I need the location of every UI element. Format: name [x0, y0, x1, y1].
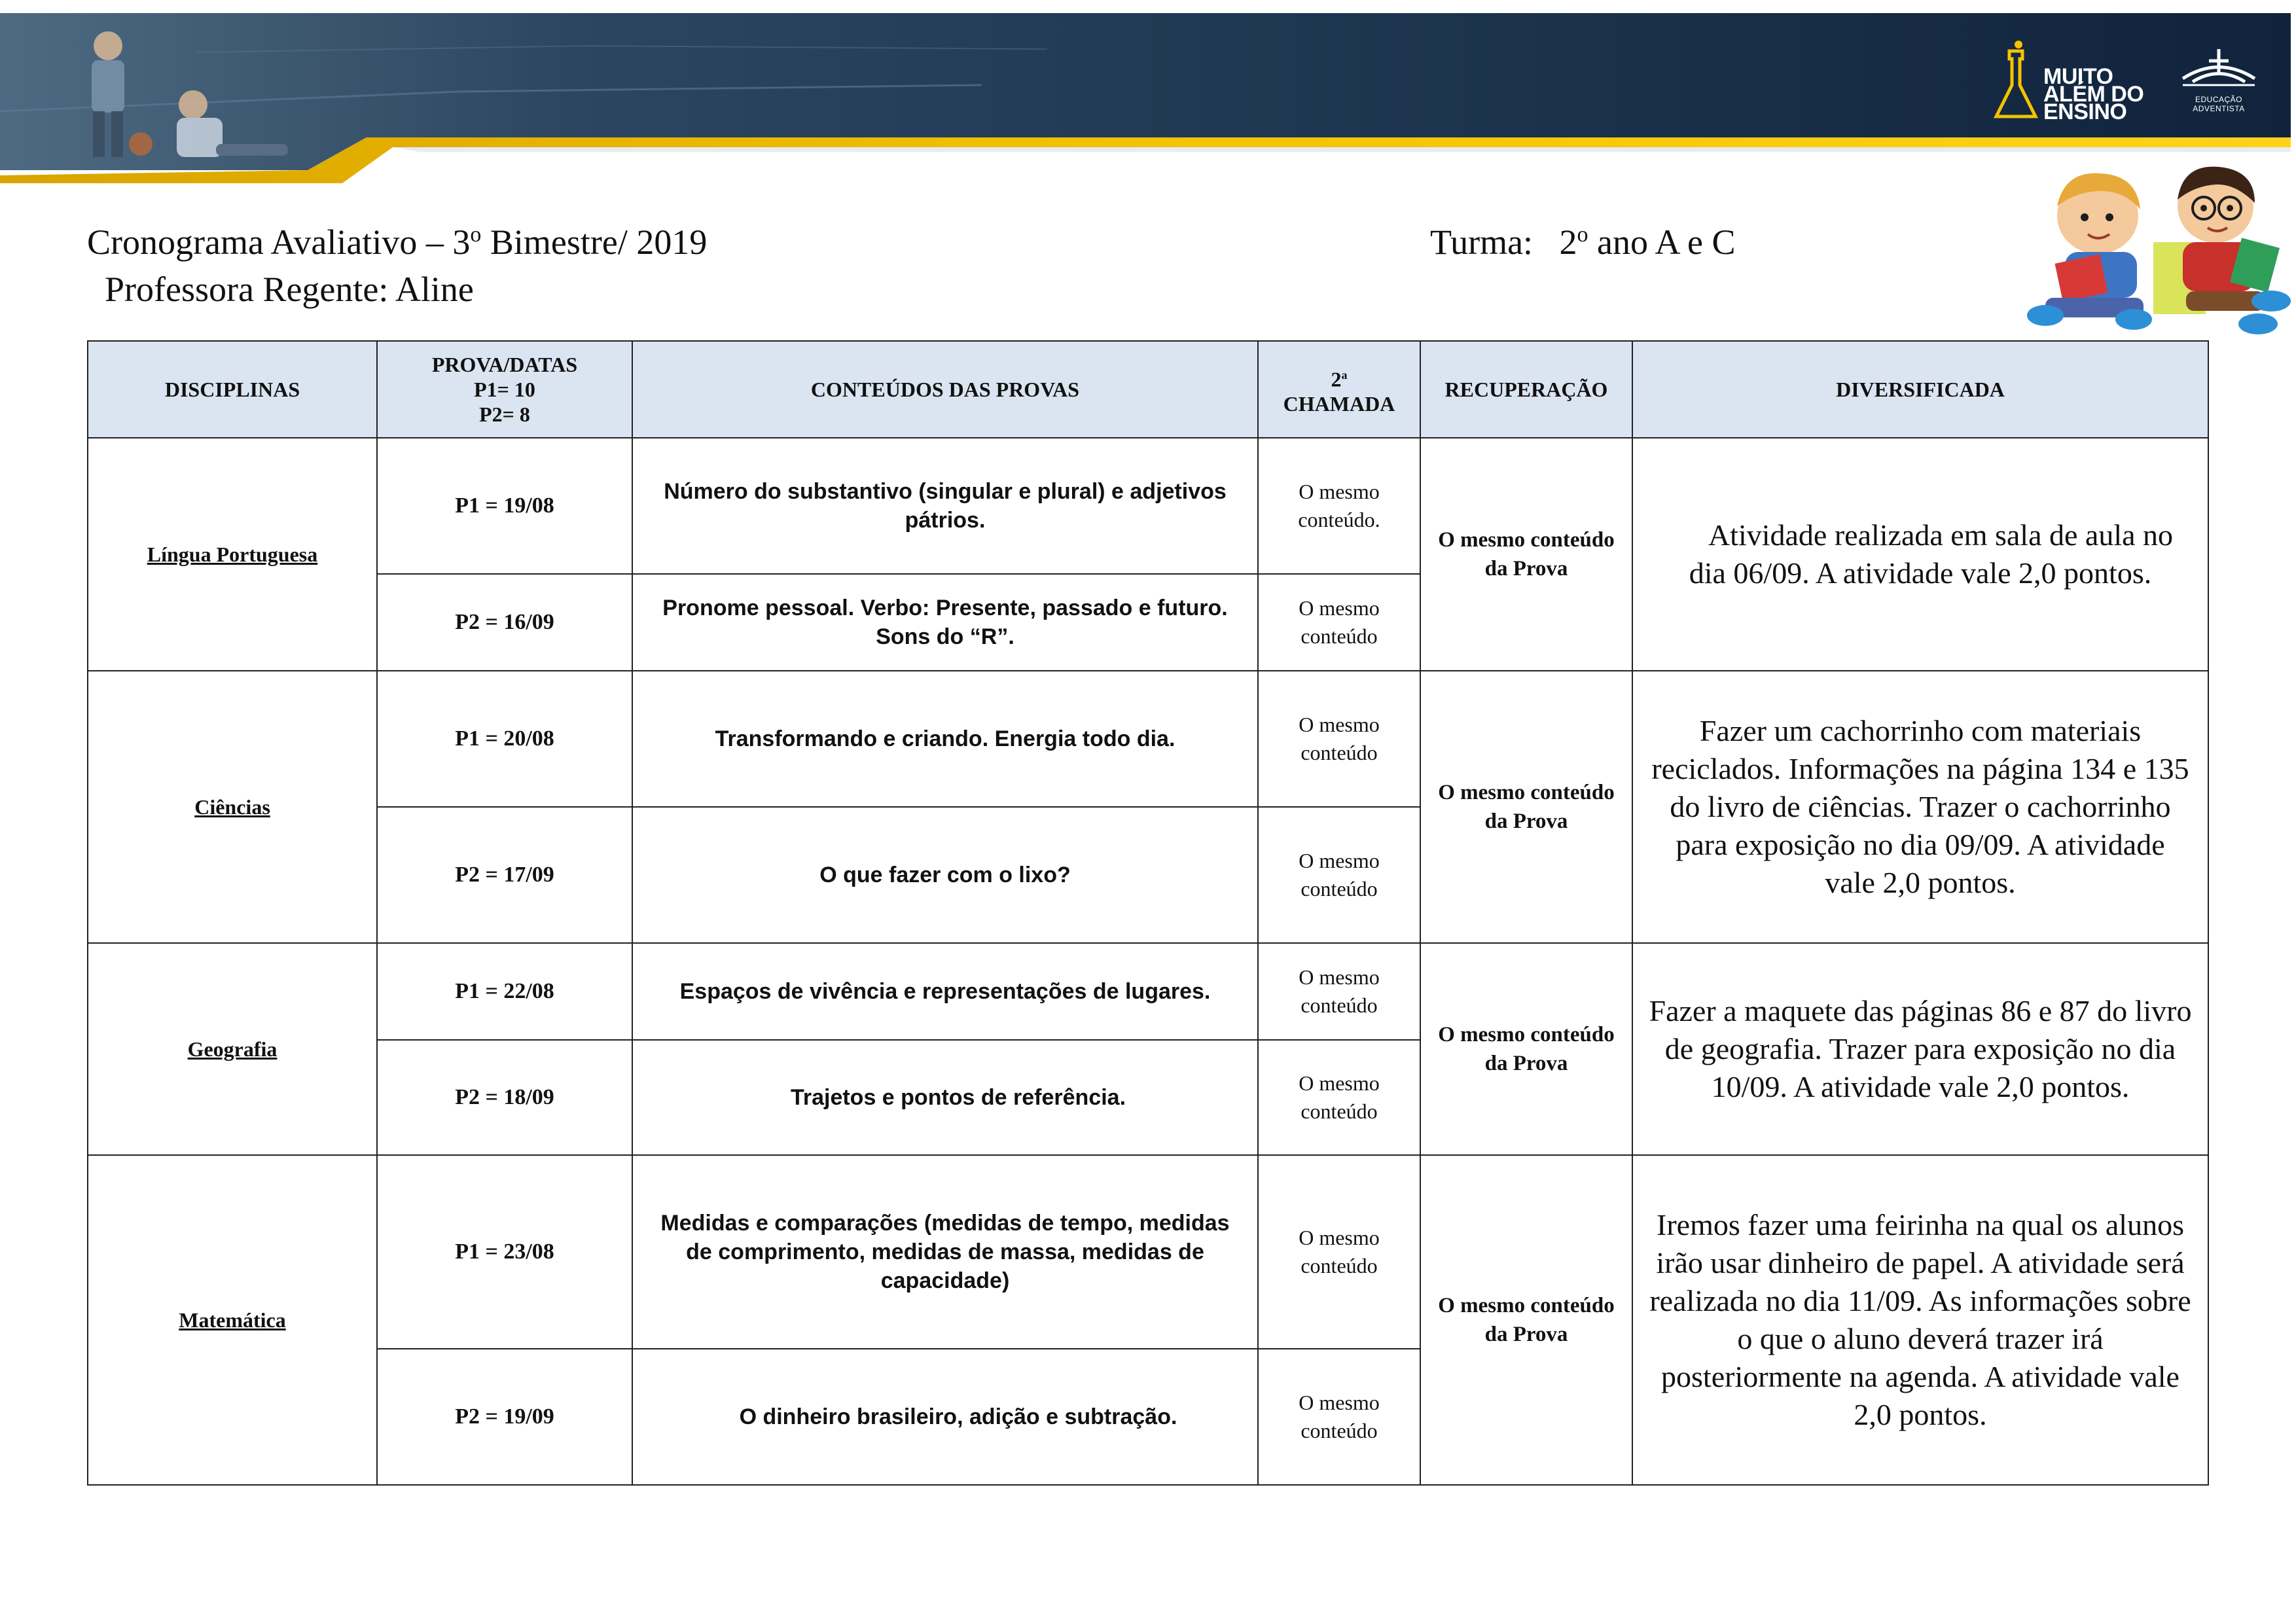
diversificada-cell: Atividade realizada em sala de aula no dia 06/09. A atividade vale 2,0 pontos.: [1632, 438, 2208, 671]
header-chamada-label: CHAMADA: [1283, 392, 1395, 416]
turma-grade: 2: [1559, 223, 1577, 262]
p1-second-call-cell: O mesmo conteúdo.: [1258, 438, 1420, 574]
table-row: [88, 1155, 2208, 1349]
p2-content-cell: O que fazer com o lixo?: [632, 807, 1258, 943]
header-conteudos: CONTEÚDOS DAS PROVAS: [632, 341, 1258, 438]
header-banner: [0, 13, 2291, 183]
diversificada-cell: Iremos fazer uma feirinha na qual os alunos irão usar dinheiro de papel. A atividade será realizada no dia 11/09. As informações sobre o que o aluno deverá trazer irá posteriormente na agenda. A atividade vale 2,0 pontos.: [1632, 1155, 2208, 1485]
disciplina-cell: Ciências: [88, 671, 377, 943]
p1-date-cell: P1 = 20/08: [377, 671, 632, 807]
muito-alem-logo: [1990, 39, 2160, 124]
p1-second-call-cell: O mesmo conteúdo: [1258, 943, 1420, 1040]
educacao-adventista-logo-text: EDUCAÇÃO ADVENTISTA: [2193, 95, 2245, 113]
muito-alem-logo-text: MUITO ALÉM DO ENSINO: [2043, 64, 2144, 124]
p1-second-call-cell: O mesmo conteúdo: [1258, 671, 1420, 807]
p1-date-cell: P1 = 19/08: [377, 438, 632, 574]
p1-content-cell: Medidas e comparações (medidas de tempo, medidas de comprimento, medidas de massa, medidas de capacidade): [632, 1155, 1258, 1349]
disciplina-cell: Língua Portuguesa: [88, 438, 377, 671]
header-diversificada: DIVERSIFICADA: [1632, 341, 2208, 438]
turma-label: Turma:: [1430, 223, 1534, 262]
p2-date-cell: P2 = 17/09: [377, 807, 632, 943]
turma-ordinal: o: [1577, 223, 1588, 247]
assessment-schedule-table: [87, 340, 2209, 1486]
p1-date-cell: P1 = 23/08: [377, 1155, 632, 1349]
header-p1-weight: P1= 10: [474, 378, 535, 401]
turma-suffix: ano A e C: [1588, 223, 1736, 262]
p2-content-cell: Trajetos e pontos de referência.: [632, 1040, 1258, 1155]
recuperacao-cell: O mesmo conteúdo da Prova: [1420, 943, 1632, 1155]
p1-content-cell: Espaços de vivência e representações de lugares.: [632, 943, 1258, 1040]
banner-image: [0, 13, 2291, 183]
diversificada-cell: Fazer a maquete das páginas 86 e 87 do livro de geografia. Trazer para exposição no dia 10/09. A atividade vale 2,0 pontos.: [1632, 943, 2208, 1155]
recuperacao-cell: O mesmo conteúdo da Prova: [1420, 438, 1632, 671]
kids-reading-illustration: [2019, 144, 2296, 340]
recuperacao-cell: O mesmo conteúdo da Prova: [1420, 1155, 1632, 1485]
p1-second-call-cell: O mesmo conteúdo: [1258, 1155, 1420, 1349]
recuperacao-cell: O mesmo conteúdo da Prova: [1420, 671, 1632, 943]
header-recuperacao: RECUPERAÇÃO: [1420, 341, 1632, 438]
teacher-name: Professora Regente: Aline: [105, 270, 474, 309]
p2-date-cell: P2 = 18/09: [377, 1040, 632, 1155]
header-prova-datas-title: PROVA/DATAS: [431, 353, 578, 376]
title-ordinal: o: [470, 223, 482, 247]
document-title: [87, 221, 707, 263]
diversificada-cell: Fazer um cachorrinho com materiais reciclados. Informações na página 134 e 135 do livro de ciências. Trazer o cachorrinho para exposição no dia 09/09. A atividade vale 2,0 pontos.: [1632, 671, 2208, 943]
adventista-emblem-icon: [2170, 43, 2268, 95]
header-disciplinas: DISCIPLINAS: [88, 341, 377, 438]
header-segunda-chamada: [1258, 341, 1420, 438]
p1-content-cell: Número do substantivo (singular e plural) e adjetivos pátrios.: [632, 438, 1258, 574]
header-chamada-number: 2: [1331, 367, 1342, 391]
p2-date-cell: P2 = 19/09: [377, 1349, 632, 1485]
table-header-row: [88, 341, 2208, 438]
header-p2-weight: P2= 8: [479, 402, 530, 426]
header-chamada-ordinal: a: [1341, 368, 1348, 382]
educacao-adventista-logo: [2170, 43, 2268, 121]
class-label: [1430, 221, 1736, 263]
p1-date-cell: P1 = 22/08: [377, 943, 632, 1040]
disciplina-cell: Matemática: [88, 1155, 377, 1485]
disciplina-cell: Geografia: [88, 943, 377, 1155]
table-row: [88, 671, 2208, 807]
p1-content-cell: Transformando e criando. Energia todo dia.: [632, 671, 1258, 807]
title-prefix: Cronograma Avaliativo – 3: [87, 223, 471, 262]
flask-icon: [1990, 39, 2042, 124]
p2-content-cell: Pronome pessoal. Verbo: Presente, passado e futuro. Sons do “R”.: [632, 574, 1258, 671]
header-prova-datas: [377, 341, 632, 438]
p2-date-cell: P2 = 16/09: [377, 574, 632, 671]
p2-second-call-cell: O mesmo conteúdo: [1258, 807, 1420, 943]
p2-second-call-cell: O mesmo conteúdo: [1258, 574, 1420, 671]
table-row: [88, 943, 2208, 1040]
title-suffix: Bimestre/ 2019: [481, 223, 708, 262]
table-row: [88, 438, 2208, 574]
p2-content-cell: O dinheiro brasileiro, adição e subtração.: [632, 1349, 1258, 1485]
p2-second-call-cell: O mesmo conteúdo: [1258, 1040, 1420, 1155]
p2-second-call-cell: O mesmo conteúdo: [1258, 1349, 1420, 1485]
